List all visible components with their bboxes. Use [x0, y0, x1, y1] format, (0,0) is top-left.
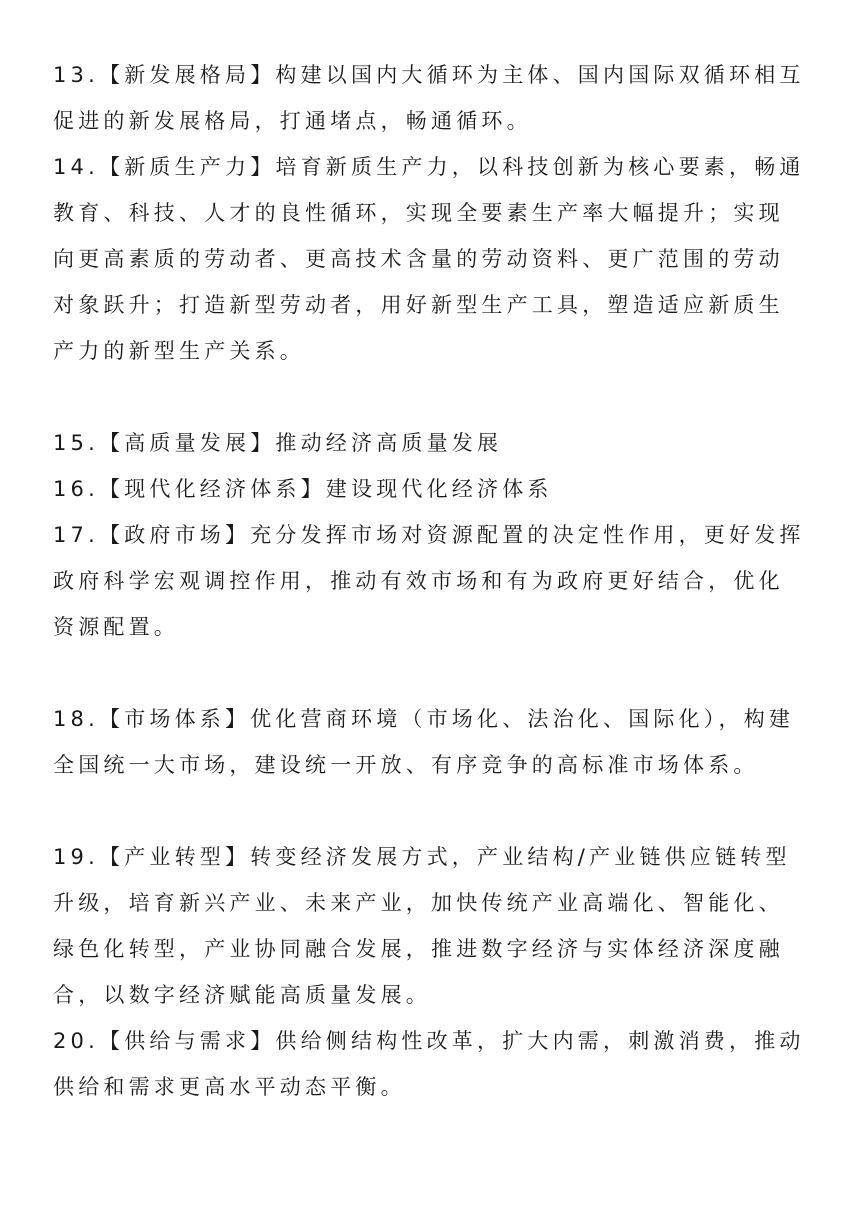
- text-line: 全国统一大市场，建设统一开放、有序竞争的高标准市场体系。: [53, 753, 759, 777]
- text-line: 对象跃升；打造新型劳动者，用好新型生产工具，塑造适应新质生: [53, 293, 784, 317]
- item-18: [53, 696, 822, 788]
- text-line: 供给和需求更高水平动态平衡。: [53, 1075, 406, 1099]
- item-13: [53, 52, 822, 144]
- text-line: 教育、科技、人才的良性循环，实现全要素生产率大幅提升；实现: [53, 201, 784, 225]
- text-line: 13.【新发展格局】构建以国内大循环为主体、国内国际双循环相互: [53, 63, 805, 87]
- item-15: [53, 420, 822, 466]
- item-14: [53, 144, 822, 374]
- text-line: 20.【供给与需求】供给侧结构性改革，扩大内需，刺激消费，推动: [53, 1029, 805, 1053]
- text-line: 升级，培育新兴产业、未来产业，加快传统产业高端化、智能化、: [53, 891, 784, 915]
- text-line: 向更高素质的劳动者、更高技术含量的劳动资料、更广范围的劳动: [53, 247, 784, 271]
- text-line: 17.【政府市场】充分发挥市场对资源配置的决定性作用，更好发挥: [53, 523, 805, 547]
- text-line: 产力的新型生产关系。: [53, 339, 305, 363]
- text-line: 19.【产业转型】转变经济发展方式，产业结构/产业链供应链转型: [53, 845, 791, 869]
- item-19: [53, 834, 822, 1018]
- text-line: 资源配置。: [53, 615, 179, 639]
- text-line: 政府科学宏观调控作用，推动有效市场和有为政府更好结合，优化: [53, 569, 784, 593]
- text-line: 合，以数字经济赋能高质量发展。: [53, 983, 431, 1007]
- text-line: 绿色化转型，产业协同融合发展，推进数字经济与实体经济深度融: [53, 937, 784, 961]
- item-16: [53, 466, 822, 512]
- text-line: 14.【新质生产力】培育新质生产力，以科技创新为核心要素，畅通: [53, 155, 805, 179]
- text-line: 18.【市场体系】优化营商环境（市场化、法治化、国际化），构建: [53, 707, 795, 731]
- paragraph-gap: [53, 650, 822, 696]
- item-20: [53, 1018, 822, 1110]
- item-17: [53, 512, 822, 650]
- paragraph-gap: [53, 788, 822, 834]
- text-line: 15.【高质量发展】推动经济高质量发展: [53, 431, 503, 455]
- paragraph-gap: [53, 374, 822, 420]
- text-line: 16.【现代化经济体系】建设现代化经济体系: [53, 477, 553, 501]
- text-line: 促进的新发展格局，打通堵点，畅通循环。: [53, 109, 532, 133]
